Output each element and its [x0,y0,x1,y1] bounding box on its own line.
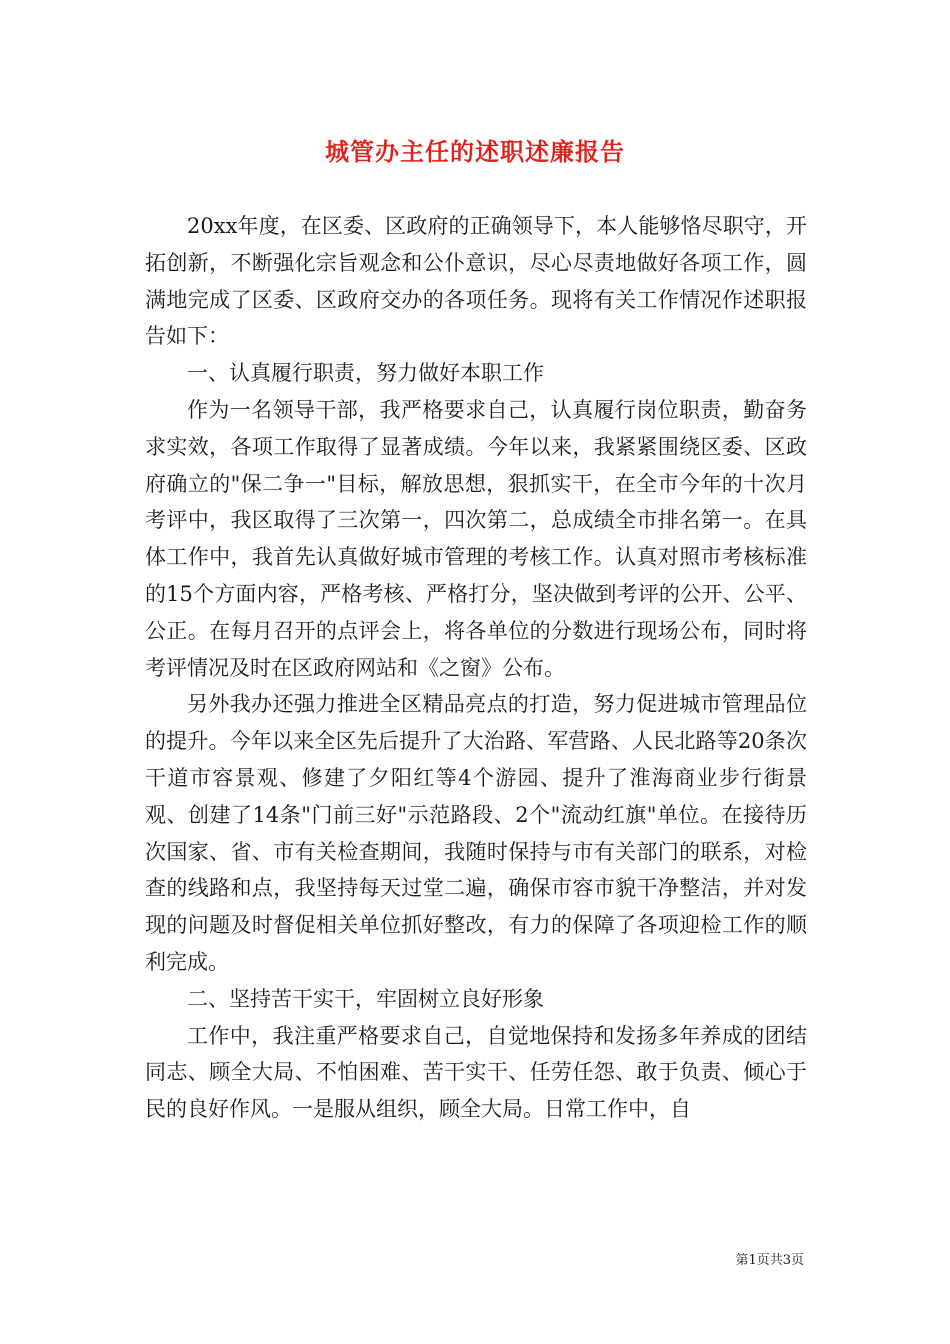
section-2-paragraph-1: 工作中，我注重严格要求自己，自觉地保持和发扬多年养成的团结同志、顾全大局、不怕困难、苦干实干、任劳任怨、敢于负责、倾心于民的良好作风。一是服从组织，顾全大局。日常工作中，自 [145,1023,807,1122]
page-number-footer: 第1页共3页 [735,1253,804,1268]
document-body [145,208,807,1128]
page-title: 城管办主任的述职述廉报告 [325,137,625,166]
section-heading-2: 二、坚持苦干实干，牢固树立良好形象 [187,986,544,1011]
section-1-paragraph-1: 作为一名领导干部，我严格要求自己，认真履行岗位职责，勤奋务求实效，各项工作取得了显著成绩。今年以来，我紧紧围绕区委、区政府确立的"保二争一"目标，解放思想，狠抓实干，在全市今年的十次月考评中，我区取得了三次第一，四次第二，总成绩全市排名第一。在具体工作中，我首先认真做好城市管理的考核工作。认真对照市考核标准的15个方面内容，严格考核、严格打分，坚决做到考评的公开、公平、公正。在每月召开的点评会上，将各单位的分数进行现场公布，同时将考评情况及时在区政府网站和《之窗》公布。 [145,397,807,680]
section-1-paragraph-2: 另外我办还强力推进全区精品亮点的打造，努力促进城市管理品位的提升。今年以来全区先后提升了大治路、军营路、人民北路等20条次干道市容景观、修建了夕阳红等4个游园、提升了淮海商业步行街景观、创建了14条"门前三好"示范路段、2个"流动红旗"单位。在接待历次国家、省、市有关检查期间，我随时保持与市有关部门的联系，对检查的线路和点，我坚持每天过堂二遍，确保市容市貌干净整洁，并对发现的问题及时督促相关单位抓好整改，有力的保障了各项迎检工作的顺利完成。 [145,692,807,974]
intro-paragraph: 20xx年度，在区委、区政府的正确领导下，本人能够恪尽职守，开拓创新，不断强化宗旨观念和公仆意识，尽心尽责地做好各项工作，圆满地完成了区委、区政府交办的各项任务。现将有关工作情况作述职报告如下： [145,214,807,349]
section-heading-1: 一、认真履行职责，努力做好本职工作 [187,361,544,386]
